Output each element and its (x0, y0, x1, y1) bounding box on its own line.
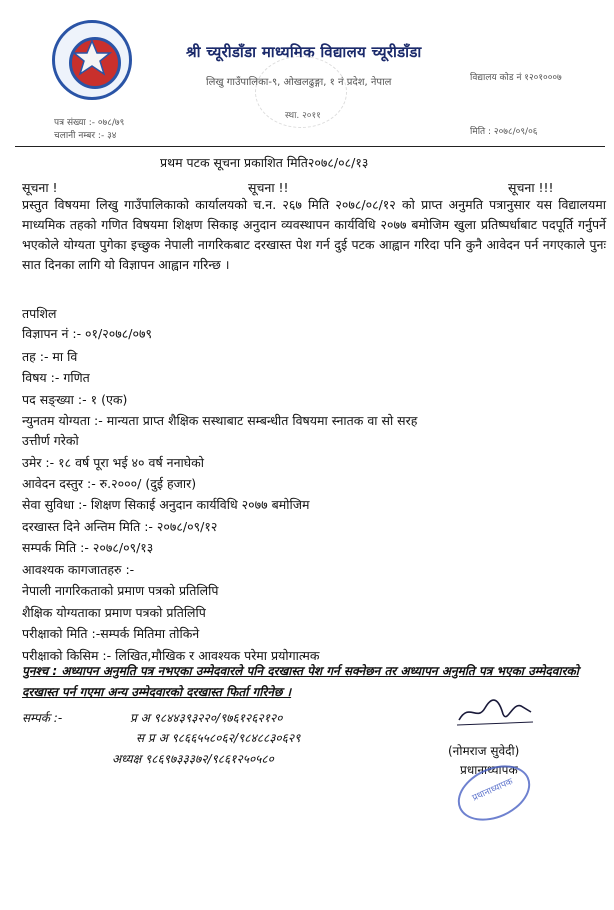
detail-posts: पद सङ्ख्या :- १ (एक) (22, 392, 128, 407)
detail-documents-heading: आवश्यक कागजातहरु :- (22, 562, 135, 577)
signatory-title: प्रधानाध्यापक (460, 763, 518, 777)
details-heading: तपशिल (22, 306, 57, 321)
contact-label: सम्पर्क :- (22, 711, 63, 725)
school-address: लिखु गाउँपालिका-९, ओखलढुङ्गा, १ नं प्रदेश, नेपाल (206, 77, 392, 88)
detail-doc-citizenship: नेपाली नागरिकताको प्रमाण पत्रको प्रतिलिपि (22, 583, 219, 598)
signature-mark (455, 692, 535, 732)
detail-level: तह :- मा वि (22, 349, 78, 364)
postscript-text: पुनश्च : अध्यापन अनुमति पत्र नभएका उम्मेदवारले पनि दरखास्त पेश गर्न सक्नेछन तर अध्यापन अनुमति पत्र भएका उम्मेदवारको दरखास्त पर्न गएमा अन्य उम्मेदवारको दरखास्त फिर्ता गरिनेछ । (22, 664, 579, 699)
dispatch-number: चलानी नम्बर :- ३४ (54, 131, 117, 141)
detail-contact-date: सम्पर्क मिति :- २०७८/०९/१३ (22, 540, 154, 555)
detail-exam-date: परीक्षाको मिति :-सम्पर्क मितिमा तोकिने (22, 626, 200, 641)
school-code: विद्यालय कोड नं १२०१०००७ (470, 73, 562, 83)
letter-date: मिति : २०७८/०९/०६ (470, 127, 538, 137)
detail-deadline: दरखास्त दिने अन्तिम मिति :- २०७८/०९/१२ (22, 519, 218, 534)
first-published-line: प्रथम पटक सूचना प्रकाशित मिति२०७८/०८/१३ (160, 155, 369, 170)
detail-facility: सेवा सुविधा :- शिक्षण सिकाई अनुदान कार्यविधि २०७७ बमोजिम (22, 497, 310, 512)
signatory-name: (नोमराज सुवेदी) (448, 744, 520, 758)
header-divider (15, 146, 605, 147)
contact-assistant-headteacher: स प्र अ ९८६६५५८०६२/९८४८८३०६२९ (136, 731, 301, 745)
stamp-text: प्रधानाध्यापक (470, 776, 515, 804)
detail-age: उमेर :- १८ वर्ष पूरा भई ४० वर्ष ननाघेको (22, 455, 205, 470)
detail-qualification: न्युनतम योग्यता :- मान्यता प्राप्त शैक्षिक सस्थाबाट सम्बन्धीत विषयमा स्नातक वा सो सरह (22, 413, 418, 428)
notice-body: प्रस्तुत विषयमा लिखु गाउँपालिकाको कार्यालयको च.न. २६७ मिति २०७८/०८/१२ को प्राप्त अनुमति पत्रानुसार यस विद्यालयमा माध्यमिक तहको गणित विषयमा शिक्षण सिकाइ अनुदान व्यवस्थापन कार्यविधि २०७७ बमोजिम खुला प्रतिष्पर्धाबाट पदपूर्ति गर्नुपर्ने भएकोले योग्यता पुगेका इच्छुक नेपाली नागरिकबाट दरखास्त पेश गर्न दुई पटक आह्वान गरिदा पनि कुनै आवेदन पर्न नगएकाले पुनः सात दिनका लागि यो विज्ञापन आह्वान गरिन्छ । (22, 197, 606, 272)
letter-number: पत्र संख्या :- ०७८/७९ (54, 118, 125, 128)
notice-label-2: सूचना !! (248, 180, 289, 195)
established-year: स्था. २०११ (285, 111, 321, 121)
detail-exam-type: परीक्षाको किसिम :- लिखित,मौखिक र आवश्यक परेमा प्रयोगात्मक (22, 648, 320, 663)
detail-subject: विषय :- गणित (22, 370, 90, 385)
detail-fee: आवेदन दस्तुर :- रु.२०००/ (दुई हजार) (22, 476, 197, 491)
notice-label-1: सूचना ! (22, 180, 58, 195)
school-name: श्री च्यूरीडाँडा माध्यमिक विद्यालय च्यूरीडाँडा (186, 43, 422, 61)
detail-doc-education: शैक्षिक योग्यताका प्रमाण पत्रको प्रतिलिपि (22, 605, 206, 620)
notice-label-3: सूचना !!! (508, 180, 554, 195)
contact-headteacher: प्र अ ९८४४३९३२२०/९७६१२६२१२० (130, 711, 283, 725)
contact-chairperson: अध्यक्ष ९८६९७३३३७२/९८६१२५०५८० (112, 752, 274, 766)
detail-ad-number: विज्ञापन नं :- ०१/२०७८/०७९ (22, 326, 152, 341)
logo-star-icon (55, 23, 129, 97)
school-logo (52, 20, 132, 100)
detail-qualification-cont: उत्तीर्ण गरेको (22, 433, 79, 448)
